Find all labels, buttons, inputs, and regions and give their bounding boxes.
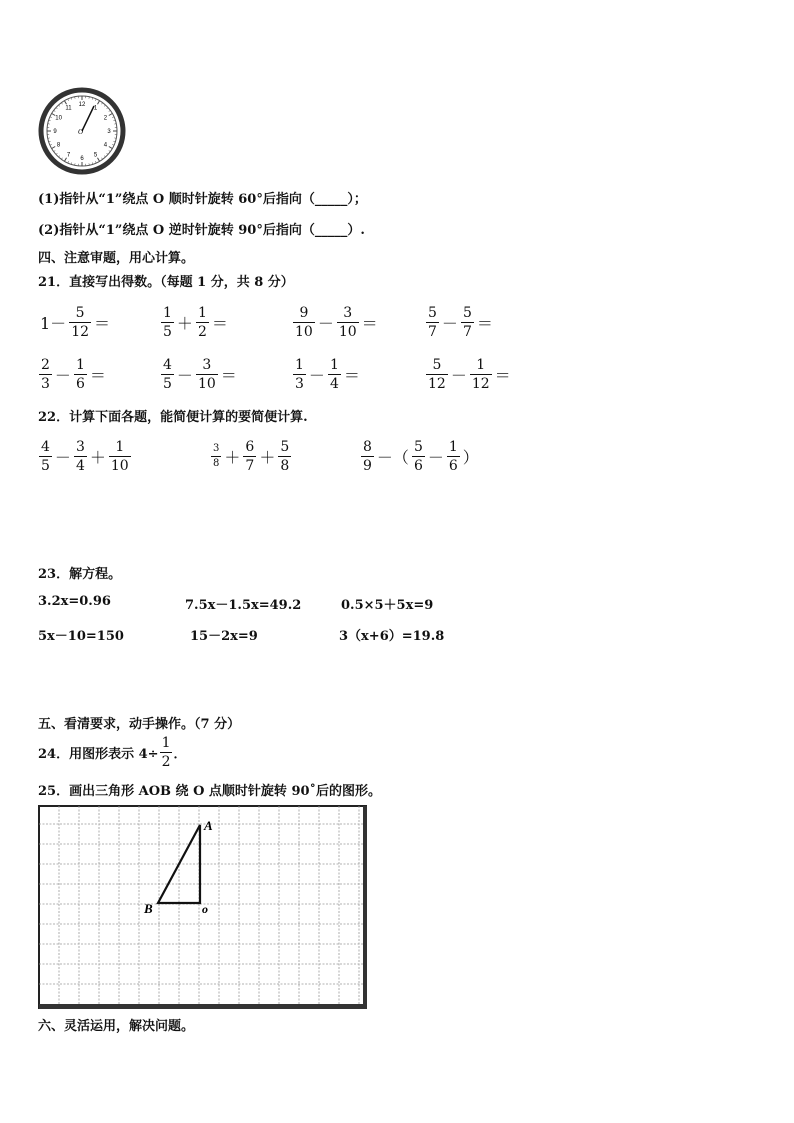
point-o-label: o [202,902,208,916]
q21-item: 9 10 － 3 10 ＝ [295,305,378,340]
point-a-label: A [204,818,213,833]
q21-item: 5 7 － 5 7 ＝ [428,305,493,340]
clock-number: 3 [107,129,111,135]
q22-title: 22．计算下面各题，能简便计算的要简便计算. [38,410,308,425]
q21-title: 21．直接写出得数。（每题 1 分，共 8 分） [38,275,294,290]
clock-center-label: O [78,128,84,136]
clock-question-2: (2)指针从“1”绕点 O 逆时针旋转 90°后指向（_____）. [38,223,365,238]
clock-number: 7 [66,152,71,159]
clock-question-1: (1)指针从“1”绕点 O 顺时针旋转 60°后指向（_____）； [38,192,367,207]
clock-figure [36,86,128,176]
equation-2: 7.5x－1.5x=49.2 [185,598,302,613]
q22-expr-1: 4 5 － 3 4 ＋ 1 10 [41,439,129,474]
q21-item: 2 3 － 1 6 ＝ [41,357,106,392]
section-6-heading: 六、灵活运用，解决问题。 [38,1019,195,1034]
clock-number: 1 [93,105,98,112]
equation-6: 3（x+6）=19.8 [339,629,445,644]
clock-number: 11 [65,105,72,112]
clock-number: 8 [56,142,61,149]
section-4-heading: 四、注意审题，用心计算。 [38,251,195,266]
q21-item: 1 5 ＋ 1 2 ＝ [163,305,228,340]
q25-title: 25．画出三角形 AOB 绕 O 点顺时针旋转 90˚后的图形。 [38,784,382,799]
equation-5: 15－2x=9 [190,629,258,644]
clock-number: 10 [55,115,62,122]
point-b-label: B [144,901,153,916]
equation-4: 5x－10=150 [38,629,124,644]
q24-title: 24．用图形表示 4÷ $\frac{1}{2}$ ． [38,735,187,770]
q22-expr-2: 3 8 ＋ 6 7 ＋ 5 8 [213,439,290,474]
q22-expr-3: 8 9 －（ 5 6 － 1 6 ） [363,439,479,474]
section-5-heading: 五、看清要求，动手操作。（7 分） [38,717,241,732]
clock-number: 9 [53,129,57,135]
clock-number: 4 [103,142,108,149]
q21-item: 1 3 － 1 4 ＝ [295,357,360,392]
equation-1: 3.2x=0.96 [38,594,111,609]
clock-number: 6 [80,156,84,162]
q23-title: 23．解方程。 [38,567,122,582]
q21-item: 4 5 － 3 10 ＝ [163,357,237,392]
clock-number: 5 [93,152,98,159]
q21-item: 1－ 5 12 ＝ [40,305,111,340]
q21-item: 5 12 － 1 12 ＝ [428,357,511,392]
rotation-grid [38,805,368,1010]
equation-3: 0.5×5＋5x=9 [341,598,434,613]
clock-number: 2 [103,115,108,122]
clock-number: 12 [78,102,86,108]
